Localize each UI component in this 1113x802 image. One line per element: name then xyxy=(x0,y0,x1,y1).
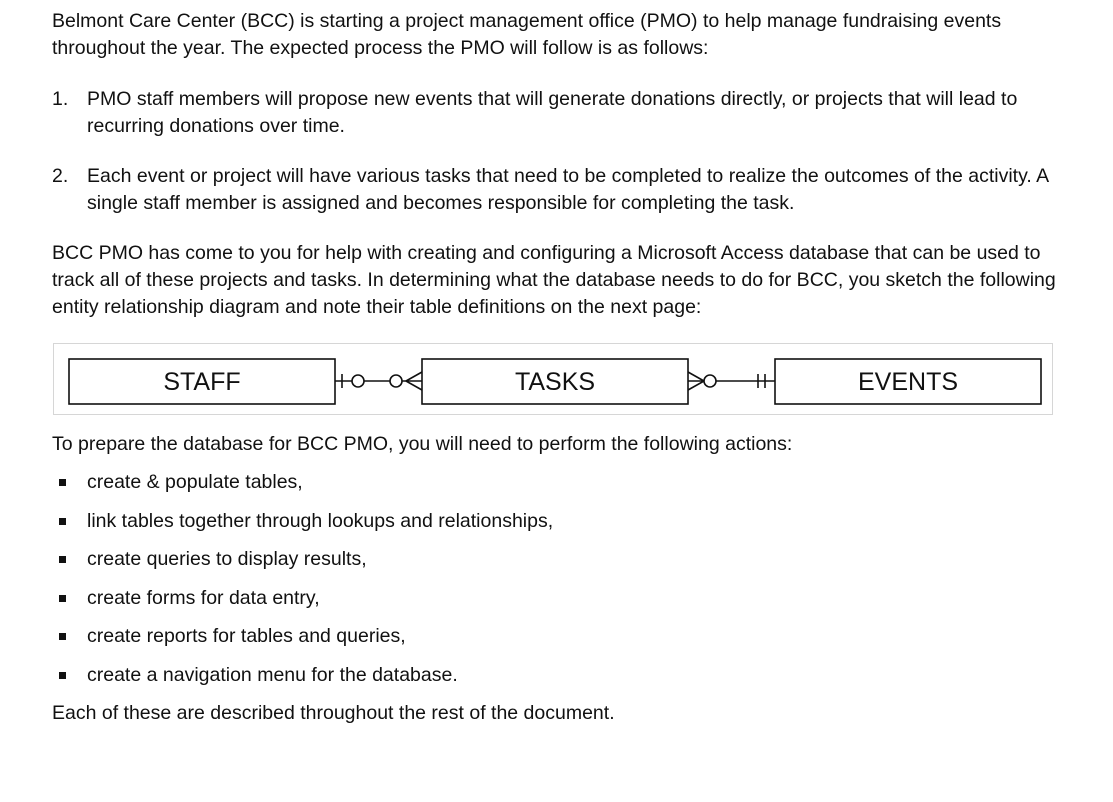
step-number: 2. xyxy=(52,165,69,187)
erd-relationship-staff-tasks xyxy=(335,372,422,390)
action-text: create & populate tables, xyxy=(87,471,303,493)
bullet-square-icon xyxy=(59,672,66,679)
intro-paragraph: Belmont Care Center (BCC) is starting a project management office (PMO) to help manage fundraising events throughout the year. The expected process the PMO will follow is as follows: xyxy=(52,10,1002,59)
action-text: create forms for data entry, xyxy=(87,586,320,609)
action-text: create queries to display results, xyxy=(87,548,367,570)
actions-intro-paragraph: To prepare the database for BCC PMO, you will need to perform the following actions: xyxy=(52,433,793,455)
process-steps-list xyxy=(52,86,1062,217)
step-number: 1. xyxy=(52,88,69,110)
outro-paragraph: Each of these are described throughout the rest of the document. xyxy=(52,702,615,724)
bullet-square-icon xyxy=(59,595,66,602)
erd-entity-events-label: EVENTS xyxy=(857,368,959,396)
bullet-square-icon xyxy=(59,633,66,640)
context-paragraph: BCC PMO has come to you for help with creating and configuring a Microsoft Access database that can be used to track all of these projects and tasks. In determining what the database needs to do for BCC, you sketch the following entity relationship diagram and note their table definitions on the next page: xyxy=(52,242,1056,318)
process-step xyxy=(52,86,1062,140)
action-text: link tables together through lookups and relationships, xyxy=(87,509,554,532)
action-item xyxy=(52,508,1062,535)
erd-canvas xyxy=(54,344,1054,416)
action-text: create reports for tables and queries, xyxy=(87,625,406,647)
action-item xyxy=(52,469,1062,496)
action-text: create a navigation menu for the database. xyxy=(87,663,458,686)
erd-entity-tasks-label: TASKS xyxy=(514,368,596,396)
step-text: PMO staff members will propose new events that will generate donations directly, or projects that will lead to recurring donations over time. xyxy=(87,88,1018,137)
action-item xyxy=(52,546,1062,573)
bullet-square-icon xyxy=(59,556,66,563)
process-step xyxy=(52,163,1062,217)
actions-list xyxy=(52,469,1062,689)
action-item xyxy=(52,662,1062,689)
erd-entity-staff-label: STAFF xyxy=(163,368,241,396)
action-item xyxy=(52,585,1062,612)
entity-relationship-diagram xyxy=(53,343,1053,415)
erd-relationship-tasks-events xyxy=(688,372,775,390)
action-item xyxy=(52,623,1062,650)
step-text: Each event or project will have various tasks that need to be completed to realize the outcomes of the activity. A single staff member is assigned and becomes responsible for completing the task. xyxy=(87,165,1049,214)
bullet-square-icon xyxy=(59,518,66,525)
document-page xyxy=(52,8,1062,727)
bullet-square-icon xyxy=(59,479,66,486)
